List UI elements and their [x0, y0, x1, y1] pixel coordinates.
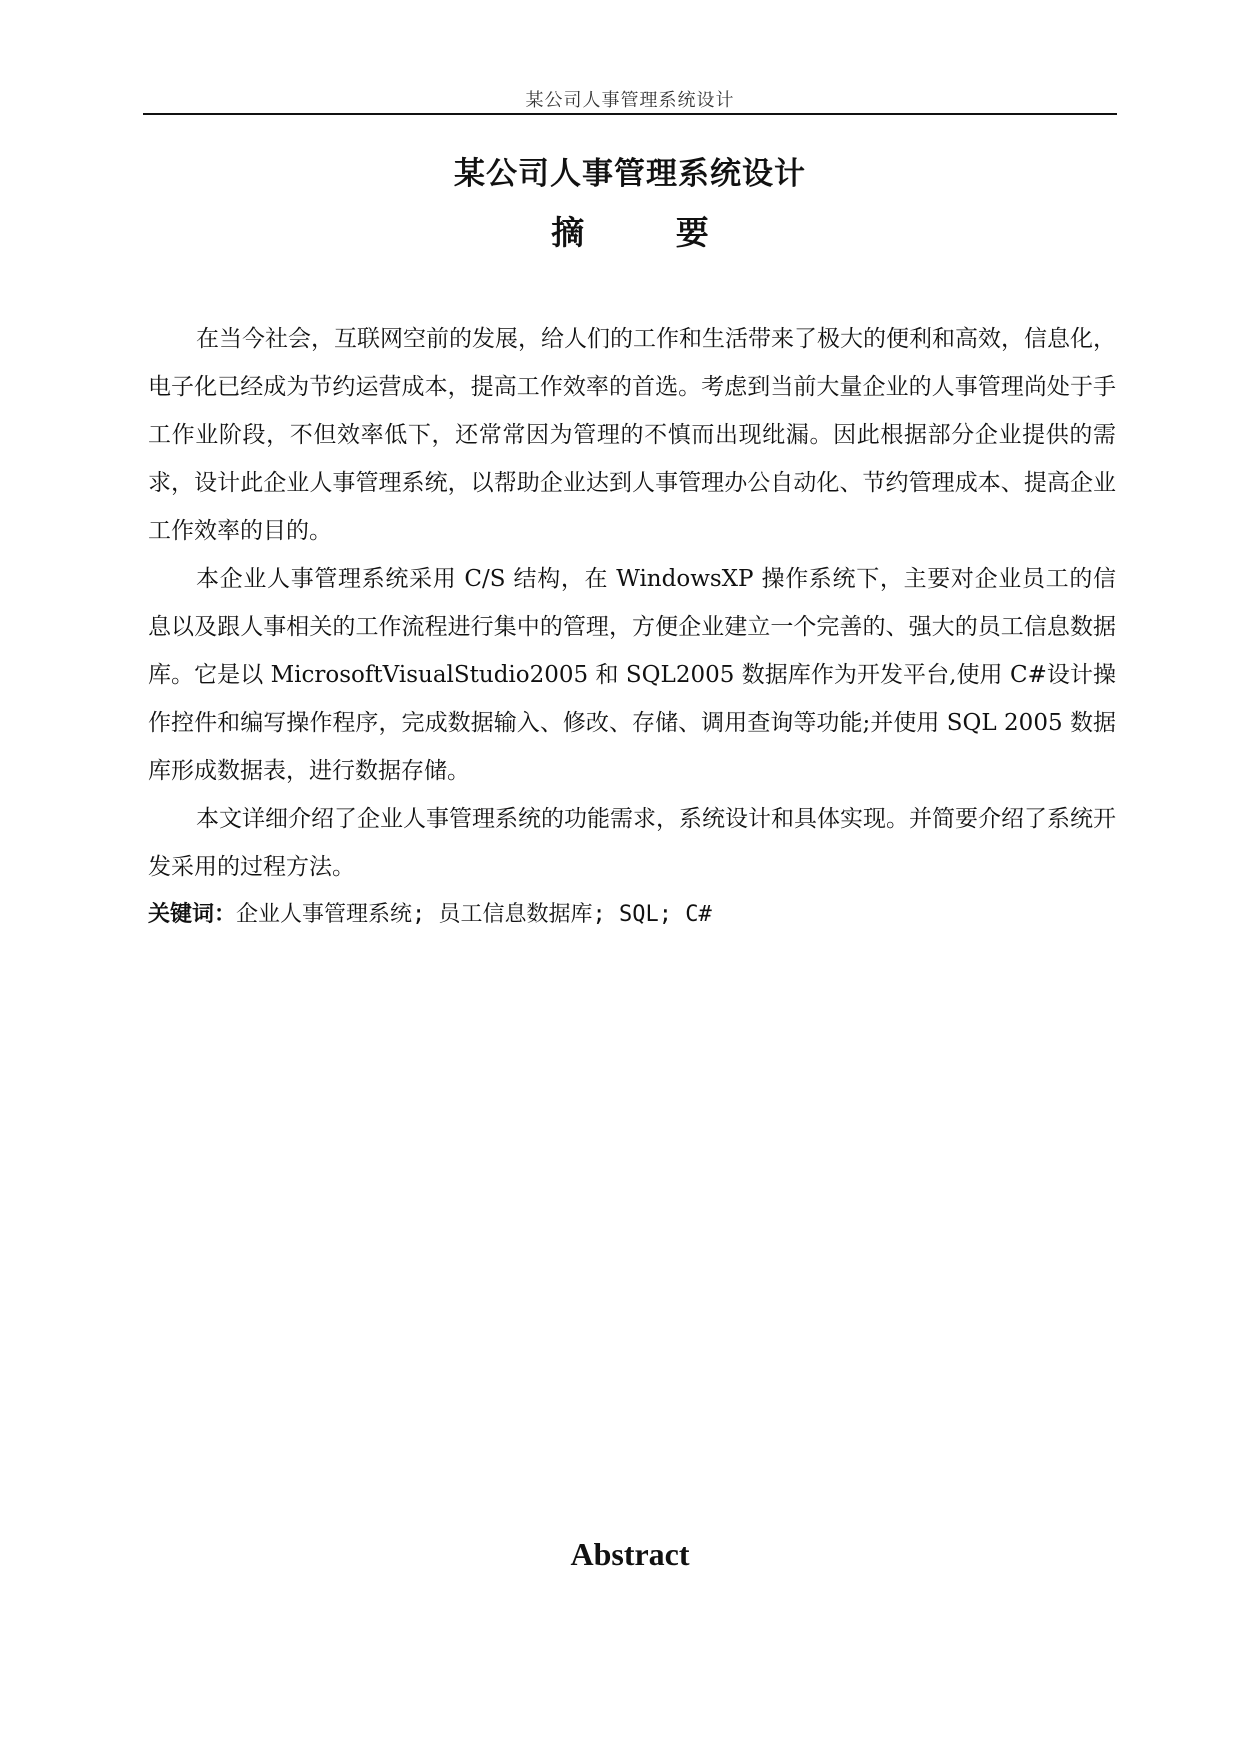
abstract-paragraph-1: 在当今社会，互联网空前的发展，给人们的工作和生活带来了极大的便利和高效，信息化，电子化已经成为节约运营成本，提高工作效率的首选。考虑到当前大量企业的人事管理尚处于手工作业阶段，不但效率低下，还常常因为管理的不慎而出现纰漏。因此根据部分企业提供的需求，设计此企业人事管理系统，以帮助企业达到人事管理办公自动化、节约管理成本、提高企业工作效率的目的。 — [148, 326, 1116, 544]
keywords-label: 关键词： — [148, 902, 237, 927]
english-abstract-heading: Abstract — [570, 1536, 690, 1572]
abstract-heading: 摘 要 — [551, 213, 749, 252]
abstract-body — [148, 315, 1116, 939]
running-header: 某公司人事管理系统设计 — [525, 90, 735, 111]
abstract-paragraph-3: 本文详细介绍了企业人事管理系统的功能需求，系统设计和具体实现。并简要介绍了系统开发采用的过程方法。 — [148, 806, 1116, 880]
document-title: 某公司人事管理系统设计 — [454, 156, 806, 192]
keywords-text: 企业人事管理系统; 员工信息数据库; SQL; C# — [236, 902, 712, 927]
keywords-line — [148, 891, 1116, 939]
abstract-paragraph-2: 本企业人事管理系统采用 C/S 结构，在 WindowsXP 操作系统下，主要对企业员工的信息以及跟人事相关的工作流程进行集中的管理，方便企业建立一个完善的、强大的员工信息数据库。它是以 MicrosoftVisualStudio2005 和 SQL2005 数据库作为开发平台,使用 C#设计操作控件和编写操作程序，完成数据输入、修改、存储、调用查询等功能;并使用 SQL 2005 数据库形成数据表，进行数据存储。 — [148, 566, 1116, 784]
header-rule — [143, 113, 1117, 115]
